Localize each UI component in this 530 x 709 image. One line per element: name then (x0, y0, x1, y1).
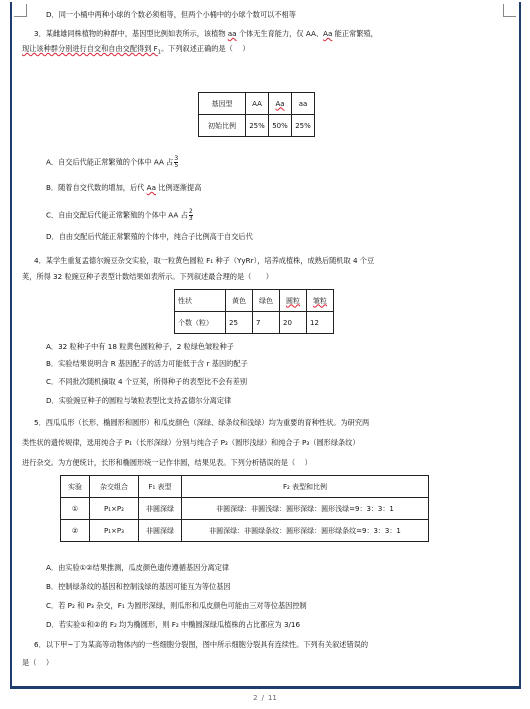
q2-option-d: D．同一小桶中两种小球的个数必须相等，但两个小桶中的小球个数可以不相等 (46, 10, 296, 19)
q5-stem-line3: 进行杂交。为方便统计，长形和椭圆形统一记作非圆，结果见表。下列分析错误的是（ ） (22, 458, 312, 467)
q3-option-c: C．自由交配后代能正常繁殖的个体中 AA 占 $\frac{2}{3}$ (46, 208, 193, 222)
q4-stem-line2: 荚，所得 32 粒豌豆种子表型计数结果如表所示。下列叙述最合理的是（ ） (22, 272, 273, 281)
q4-option-c: C．不同批次随机摘取 4 个豆荚，所得种子的表型比不会有差别 (46, 377, 248, 386)
q3-option-a: A．自交后代能正常繁殖的个体中 AA 占 $\frac{3}{5}$ (46, 155, 179, 169)
q5-option-c: C．若 P₂ 和 P₃ 杂交，F₁ 为圆形深绿，则瓜形和瓜皮颜色可能由三对等位基因控制 (46, 601, 307, 610)
q5-stem-line2: 类性状的遗传规律，选用纯合子 P₁（长形深绿）分别与纯合子 P₂（圆形浅绿）和纯合子 P₃（圆形绿条纹） (22, 438, 360, 447)
q5-option-d: D．若实验①和②的 F₂ 均为椭圆形，则 F₂ 中椭圆深绿瓜植株的占比都应为 3/16 (46, 620, 301, 629)
q3-option-b: B．随着自交代数的增加，后代 Aa 比例逐渐提高 (46, 183, 202, 192)
corner-mark-left (14, 4, 27, 17)
q4-option-d: D．实验豌豆种子的圆粒与皱粒表型比支持孟德尔分离定律 (46, 396, 232, 405)
cross-experiment-table: 实验 杂交组合 F₁ 表型 F₂ 表型和比例 ① P₁×P₂ 非圆深绿 非圆深绿：非圆浅绿：圆形深绿：圆形浅绿=9：3：3：1 ② P₁×P₃ 非圆深绿 非圆深绿：非圆绿条纹：圆形深绿：圆形绿条纹=9：3：3：1 (60, 475, 429, 542)
q5-option-a: A．由实验①②结果推测，瓜皮颜色遗传遵循基因分离定律 (46, 563, 230, 572)
q4-stem-line1: 4．某学生重复孟德尔豌豆杂交实验，取一粒黄色圆粒 F₁ 种子（YyRr），培养成植株，成熟后随机取 4 个豆 (34, 256, 375, 265)
q6-stem-line2: 是（ ） (22, 658, 54, 667)
q4-option-b: B．实验结果说明含 R 基因配子的活力可能低于含 r 基因的配子 (46, 359, 248, 368)
q3-option-d: D．自由交配后代能正常繁殖的个体中，纯合子比例高于自交后代 (46, 232, 253, 241)
q4-option-a: A．32 粒种子中有 18 粒黄色圆粒种子，2 粒绿色皱粒种子 (46, 342, 234, 351)
fraction: $\frac{2}{3}$ (188, 208, 193, 222)
q5-option-b: B．控制绿条纹的基因和控制浅绿的基因可能互为等位基因 (46, 582, 231, 591)
phenotype-count-table: 性状 黄色 绿色 圆粒 皱粒 个数（粒） 25 7 20 12 (174, 289, 334, 334)
q6-stem-line1: 6．以下甲~丁为某高等动物体内的一些细胞分裂图，图中所示细胞分裂具有连续性。下列有关叙述错误的 (34, 640, 369, 649)
fraction: $\frac{3}{5}$ (174, 155, 179, 169)
genotype-table: 基因型 AA Aa aa 初始比例 25% 50% 25% (198, 92, 315, 137)
corner-mark-right (503, 4, 516, 17)
q3-stem-line2: 现让该种群分别进行自交和自由交配得到 $F_1$。下列叙述正确的是（ ） (22, 44, 250, 56)
q5-stem-line1: 5．西瓜瓜形（长形、椭圆形和圆形）和瓜皮颜色（深绿、绿条纹和浅绿）均为重要的育种性状。为研究两 (34, 418, 370, 427)
page-number: 2 / 11 (253, 694, 277, 702)
q3-stem-line1: 3．某雌雄同株植物的种群中，基因型比例如表所示，该植物 aa 个体无生育能力，仅 AA、Aa 能正常繁殖， (34, 29, 378, 38)
